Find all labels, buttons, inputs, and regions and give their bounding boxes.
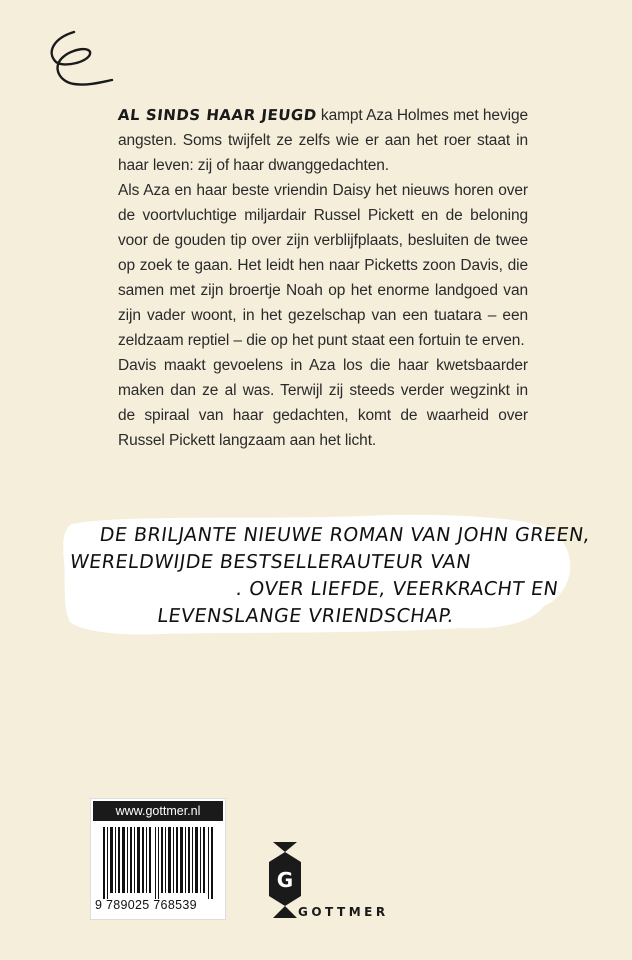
banner-line-2: WERELDWIJDE BESTSELLERAUTEUR VAN <box>68 551 473 573</box>
isbn-number: 9 789025 768539 <box>95 898 197 912</box>
publisher-url: www.gottmer.nl <box>93 801 223 821</box>
blurb-paragraph-1: AL SINDS HAAR JEUGD kampt Aza Holmes met hevige angsten. Soms twijfelt ze zelfs wie er aan het roer staat in haar leven: zij of haar dwanggedachten. <box>118 103 528 178</box>
blurb-paragraph-2: Als Aza en haar beste vriendin Daisy het nieuws horen over de voortvluchtige miljardair Russel Pickett en de beloning voor de gouden tip over zijn verblijfplaats, besluiten de twee op zoek te gaan. Het leidt hen naar Picketts zoon Davis, die samen met zijn broertje Noah op het enorme landgoed van zijn vader woont, in het gezelschap van een tuatara – een zeldzaam reptiel – die op het punt staat een fortuin te erven. <box>118 182 528 349</box>
logo-letter: G <box>276 868 294 892</box>
blurb-lead-in: AL SINDS HAAR JEUGD <box>117 106 318 124</box>
barcode-label <box>90 798 226 920</box>
banner-line-3: . OVER LIEFDE, VEERKRACHT EN <box>234 578 560 600</box>
banner-line-1: DE BRILJANTE NIEUWE ROMAN VAN JOHN GREEN, <box>98 524 592 546</box>
banner-line-4: LEVENSLANGE VRIENDSCHAP. <box>155 605 456 627</box>
quote-banner <box>62 510 592 640</box>
barcode-icon <box>103 827 213 899</box>
blurb-paragraph-3: Davis maakt gevoelens in Aza los die haar kwetsbaarder maken dan ze al was. Terwijl zij steeds verder wegzinkt in de spiraal van haar gedachten, komt de waarheid over Russel Pickett langzaam aan het licht. <box>118 357 528 449</box>
banner-quote <box>54 522 592 630</box>
publisher-name: GOTTMER <box>298 905 389 919</box>
back-cover-blurb <box>118 103 528 453</box>
swirl-ornament-icon <box>44 30 114 90</box>
